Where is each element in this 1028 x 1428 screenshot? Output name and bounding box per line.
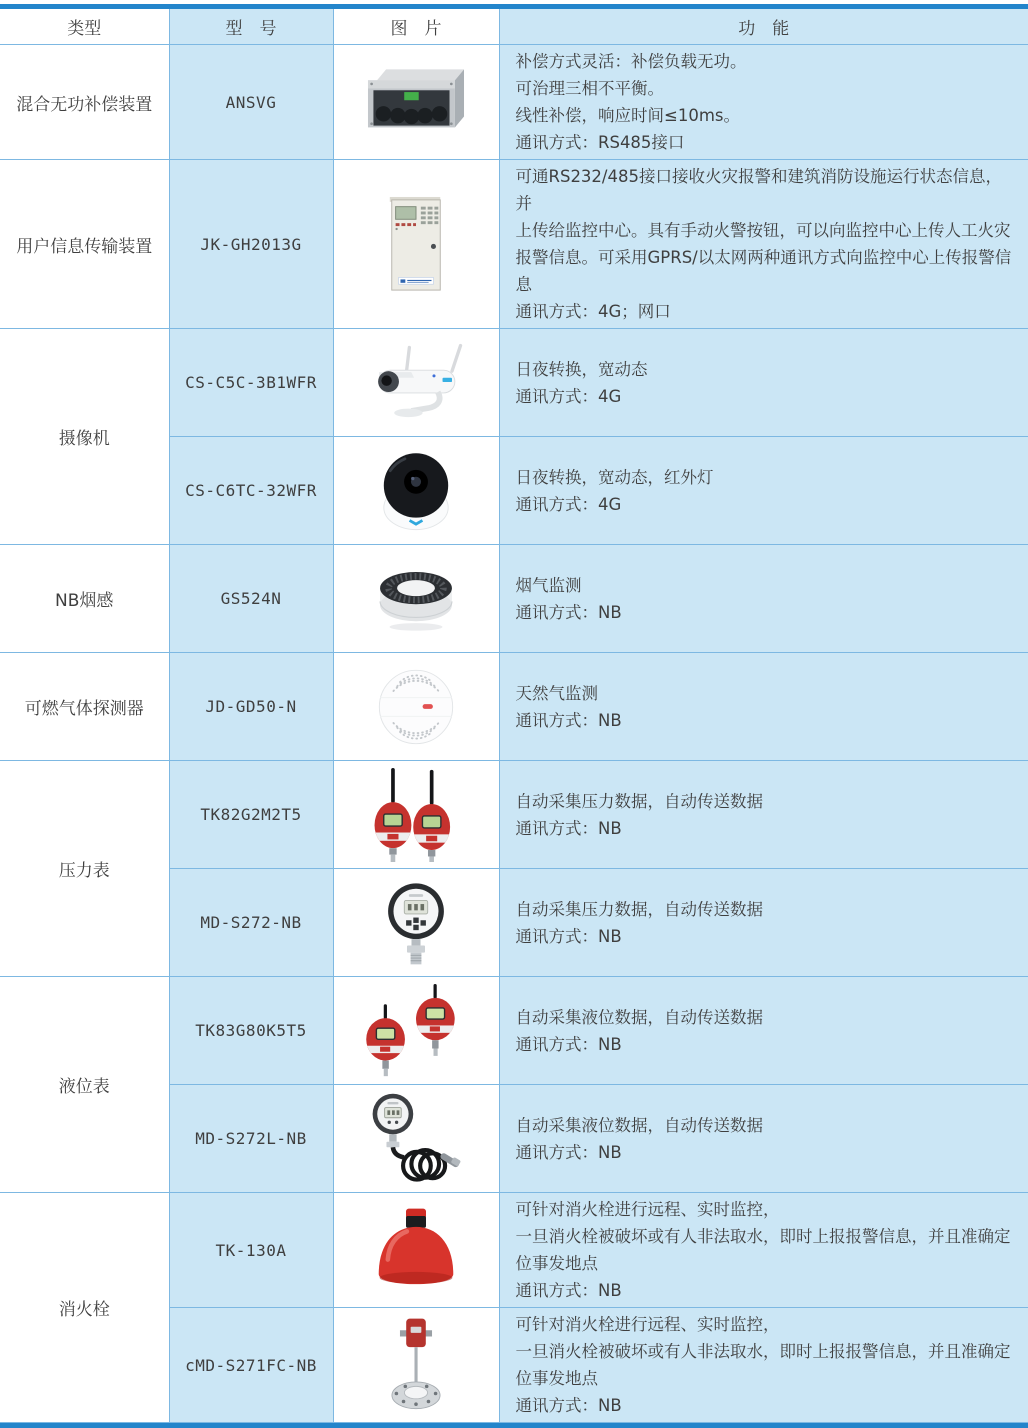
picture-cell <box>333 761 499 869</box>
dome-camera-photo <box>370 445 462 537</box>
function-line: 通讯方式：NB <box>515 602 622 622</box>
model-cell: MD-S272-NB <box>169 869 333 977</box>
function-line: 一旦消火栓被破坏或有人非法取水，即时上报报警信息，并且准确定 <box>515 1227 1011 1246</box>
function-line: 可通RS232/485接口接收火灾报警和建筑消防设施运行状态信息，并 <box>515 167 1002 213</box>
function-cell <box>499 653 1028 761</box>
type-cell: 消火栓 <box>0 1193 169 1423</box>
function-line: 通讯方式：NB <box>515 926 622 946</box>
model-cell: TK83G80K5T5 <box>169 977 333 1085</box>
table-row <box>0 545 1028 653</box>
function-cell <box>499 160 1028 329</box>
picture-cell <box>333 653 499 761</box>
type-cell: 用户信息传输装置 <box>0 160 169 329</box>
header-function: 功 能 <box>499 9 1028 45</box>
function-line: 可治理三相不平衡。 <box>515 79 664 98</box>
function-line: 补偿方式灵活：补偿负载无功。 <box>515 52 747 71</box>
table-row <box>0 45 1028 160</box>
reactive-power-compensator-photo <box>357 64 475 141</box>
digital-pressure-gauge-photo <box>371 875 461 970</box>
function-line: 可针对消火栓进行远程、实时监控， <box>515 1200 780 1219</box>
function-line: 报警信息。可采用GPRS/以太网两种通讯方式向监控中心上传报警信息 <box>515 248 1012 294</box>
function-line: 自动采集压力数据，自动传送数据 <box>515 791 763 811</box>
function-line: 位事发地点 <box>515 1254 598 1273</box>
function-line: 位事发地点 <box>515 1369 598 1388</box>
function-line: 可针对消火栓进行远程、实时监控， <box>515 1315 780 1334</box>
picture-cell <box>333 545 499 653</box>
model-cell: ANSVG <box>169 45 333 160</box>
model-cell: GS524N <box>169 545 333 653</box>
function-cell <box>499 761 1028 869</box>
table-row <box>0 329 1028 437</box>
level-transmitters-photo <box>356 984 476 1078</box>
smoke-detector-photo <box>364 554 468 644</box>
function-line: 自动采集液位数据，自动传送数据 <box>515 1115 763 1135</box>
function-line: 自动采集压力数据，自动传送数据 <box>515 899 763 919</box>
picture-cell <box>333 329 499 437</box>
type-cell: 摄像机 <box>0 329 169 545</box>
picture-cell <box>333 45 499 160</box>
header-type: 类型 <box>0 9 169 45</box>
info-transmission-device-photo <box>382 196 450 293</box>
product-spec-table <box>0 9 1028 1423</box>
model-cell: JK-GH2013G <box>169 160 333 329</box>
function-line: 线性补偿，响应时间≤10ms。 <box>515 106 740 125</box>
picture-cell <box>333 1085 499 1193</box>
table-row <box>0 160 1028 329</box>
level-gauge-cable-photo <box>356 1090 476 1187</box>
type-cell: 混合无功补偿装置 <box>0 45 169 160</box>
type-cell: 压力表 <box>0 761 169 977</box>
function-line: 烟气监测 <box>515 575 582 595</box>
function-line: 通讯方式：NB <box>515 1142 622 1162</box>
bullet-camera-photo <box>354 338 478 428</box>
function-line: 天然气监测 <box>515 683 598 703</box>
function-cell <box>499 45 1028 160</box>
picture-cell <box>333 160 499 329</box>
model-cell: cMD-S271FC-NB <box>169 1308 333 1423</box>
function-line: 通讯方式：RS485接口 <box>515 133 685 152</box>
function-cell <box>499 977 1028 1085</box>
picture-cell <box>333 437 499 545</box>
function-line: 一旦消火栓被破坏或有人非法取水，即时上报报警信息，并且准确定 <box>515 1342 1011 1361</box>
table-row <box>0 653 1028 761</box>
type-cell: 可燃气体探测器 <box>0 653 169 761</box>
hydrant-monitor-dome-photo <box>366 1205 466 1296</box>
model-cell: CS-C6TC-32WFR <box>169 437 333 545</box>
function-cell <box>499 1085 1028 1193</box>
function-line: 通讯方式：NB <box>515 710 622 730</box>
picture-cell <box>333 1193 499 1308</box>
picture-cell <box>333 977 499 1085</box>
model-cell: JD-GD50-N <box>169 653 333 761</box>
function-line: 通讯方式：4G <box>515 386 622 406</box>
model-cell: TK82G2M2T5 <box>169 761 333 869</box>
header-image: 图 片 <box>333 9 499 45</box>
pressure-transmitters-photo <box>356 768 476 862</box>
function-line: 通讯方式：4G；网口 <box>515 302 671 321</box>
table-row <box>0 977 1028 1085</box>
header-row <box>0 9 1028 45</box>
function-cell <box>499 329 1028 437</box>
function-cell <box>499 869 1028 977</box>
picture-cell <box>333 869 499 977</box>
type-cell: NB烟感 <box>0 545 169 653</box>
function-line: 通讯方式：NB <box>515 1034 622 1054</box>
function-cell <box>499 437 1028 545</box>
function-line: 上传给监控中心。具有手动火警按钮，可以向监控中心上传人工火灾 <box>515 221 1011 240</box>
function-line: 通讯方式：NB <box>515 818 622 838</box>
table-row <box>0 761 1028 869</box>
type-cell: 液位表 <box>0 977 169 1193</box>
function-line: 通讯方式：4G <box>515 494 622 514</box>
table-row <box>0 1193 1028 1308</box>
function-line: 通讯方式：NB <box>515 1396 622 1415</box>
function-line: 日夜转换，宽动态 <box>515 359 648 379</box>
function-line: 日夜转换，宽动态，红外灯 <box>515 467 714 487</box>
function-line: 自动采集液位数据，自动传送数据 <box>515 1007 763 1027</box>
model-cell: MD-S272L-NB <box>169 1085 333 1193</box>
header-model: 型 号 <box>169 9 333 45</box>
function-cell <box>499 545 1028 653</box>
hydrant-flange-sensor-photo <box>367 1316 465 1414</box>
table-frame <box>0 4 1028 1428</box>
model-cell: CS-C5C-3B1WFR <box>169 329 333 437</box>
function-cell <box>499 1193 1028 1308</box>
gas-detector-photo <box>369 660 463 754</box>
function-line: 通讯方式：NB <box>515 1281 622 1300</box>
model-cell: TK-130A <box>169 1193 333 1308</box>
